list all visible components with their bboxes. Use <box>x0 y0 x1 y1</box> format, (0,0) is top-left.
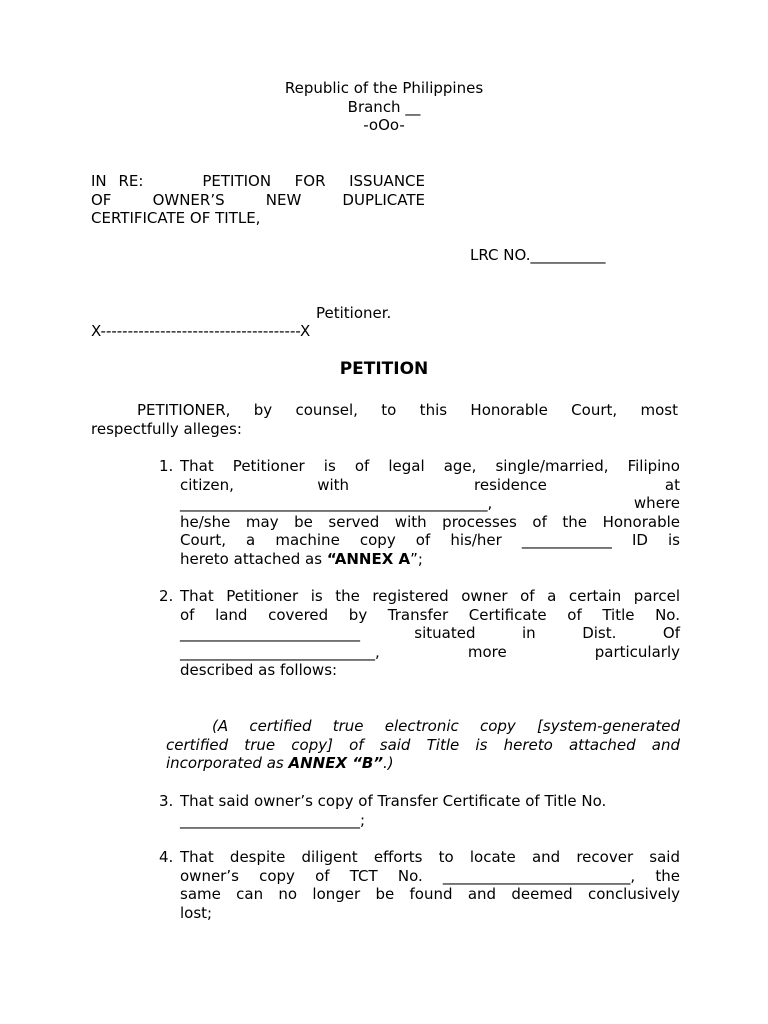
item-line: described as follows: <box>180 661 338 680</box>
intro-line: PETITIONER, by counsel, to this Honorable Court, most <box>137 401 678 419</box>
intro-line: respectfully alleges: <box>91 419 242 438</box>
petitioner-label: Petitioner. <box>316 304 392 322</box>
item-line: That Petitioner is of legal age, single/married, Filipino <box>180 457 680 475</box>
item-line: That despite diligent efforts to locate and recover said <box>180 848 680 866</box>
item-line: That Petitioner is the registered owner of a certain parcel <box>180 587 680 605</box>
note-line <box>166 754 680 773</box>
item-line: ________________________; <box>180 810 366 829</box>
caption-line: IN RE: PETITION FOR ISSUANCE <box>91 172 425 190</box>
item-number: 1. <box>159 457 174 475</box>
x-separator: X-------------------------------------X <box>91 322 311 340</box>
document-header <box>0 79 768 135</box>
document-title: PETITION <box>339 359 429 379</box>
list-item-4 <box>180 848 680 922</box>
item-line: of land covered by Transfer Certificate of Title No. <box>180 605 680 624</box>
list-item-3 <box>180 792 680 829</box>
item-line: __________________________, more particularly <box>180 642 680 661</box>
list-item-2 <box>180 587 680 680</box>
note-text: incorporated as <box>166 754 289 773</box>
header-separator: -oOo- <box>363 116 405 135</box>
item-line: owner’s copy of TCT No. _________________________, the <box>180 866 680 885</box>
case-caption <box>91 172 425 228</box>
republic-heading: Republic of the Philippines <box>284 79 484 97</box>
note-line: (A certified true electronic copy [system-generated <box>212 717 680 735</box>
branch-heading: Branch __ <box>347 97 421 116</box>
list-item-1 <box>180 457 680 569</box>
item-text: ”; <box>410 549 423 568</box>
item-line: he/she may be served with processes of the Honorable <box>180 512 680 531</box>
item-number: 2. <box>159 587 174 605</box>
annex-a-label: “ANNEX A <box>326 549 411 568</box>
caption-line: OF OWNER’S NEW DUPLICATE <box>91 190 425 209</box>
item-number: 3. <box>159 792 174 810</box>
note-text: .) <box>383 754 394 773</box>
item-text: hereto attached as <box>180 549 327 568</box>
note-line: certified true copy] of said Title is hereto attached and <box>166 735 680 754</box>
item-line <box>180 550 680 569</box>
item-line: That said owner’s copy of Transfer Certificate of Title No. <box>180 792 607 810</box>
caption-line: CERTIFICATE OF TITLE, <box>91 209 261 228</box>
item-line: ________________________ situated in Dist. Of <box>180 624 680 643</box>
item-line: Court, a machine copy of his/her ____________ ID is <box>180 531 680 550</box>
item-number: 4. <box>159 848 174 866</box>
item-line: citizen, with residence at <box>180 475 680 494</box>
annex-b-label: ANNEX “B” <box>288 754 384 773</box>
intro-paragraph <box>91 401 678 438</box>
item-line: lost; <box>180 903 213 922</box>
item-line: same can no longer be found and deemed conclusively <box>180 885 680 904</box>
lrc-number: LRC NO.__________ <box>470 246 606 264</box>
annex-b-note <box>166 717 680 773</box>
item-line: _________________________________________, where <box>180 494 680 513</box>
